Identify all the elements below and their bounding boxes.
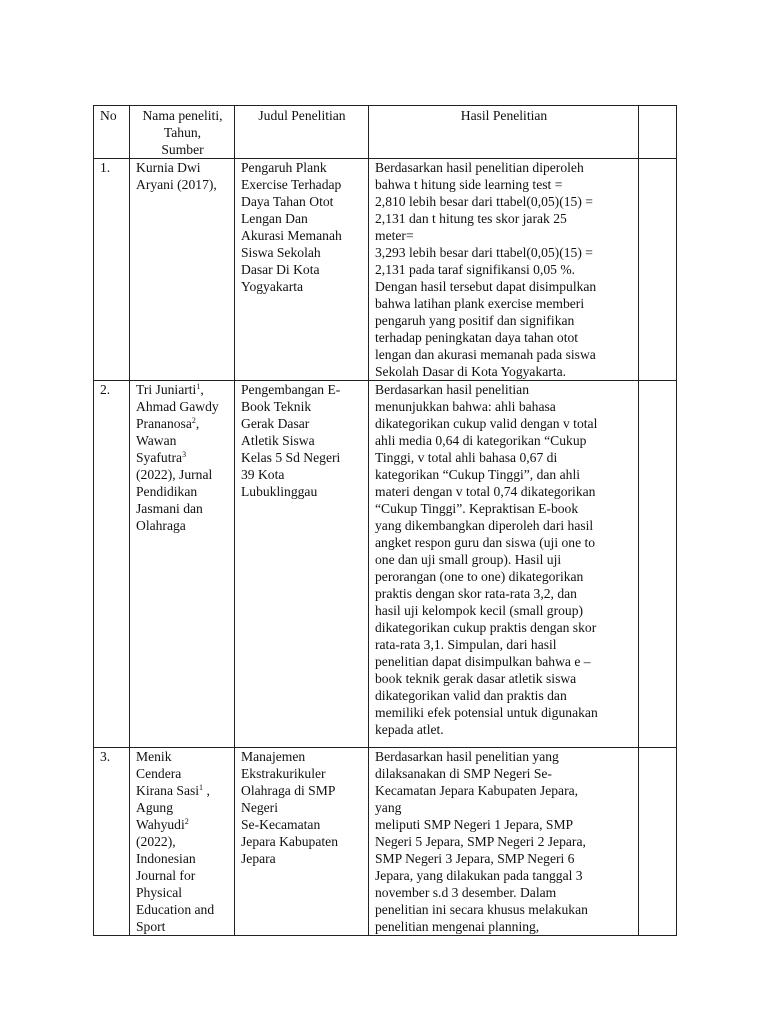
row-number: 1. <box>94 159 130 381</box>
author-name: , Wawan Syafutra <box>136 416 200 465</box>
row-number: 3. <box>94 748 130 936</box>
author-name: , Ahmad Gawdy Prananosa <box>136 382 219 431</box>
header-no: No <box>94 106 130 159</box>
author-superscript: 1 <box>199 783 204 792</box>
author-superscript: 1 <box>196 382 201 391</box>
table-header-row <box>94 106 677 159</box>
row-number: 2. <box>94 381 130 748</box>
researcher-cell <box>130 381 235 748</box>
author-superscript: 3 <box>182 450 187 459</box>
extra-cell <box>639 381 677 748</box>
research-title-cell: Pengaruh Plank Exercise Terhadap Daya Tahan Otot Lengan Dan Akurasi Memanah Siswa Sekolah Dasar Di Kota Yogyakarta <box>235 159 369 381</box>
author-name: Tri Juniarti <box>136 382 197 397</box>
table-row <box>94 381 677 748</box>
table-row <box>94 748 677 936</box>
source-text: (2022), Indonesian Journal for Physical Education and Sport <box>136 834 215 934</box>
author-name: Menik Cendera Kirana Sasi <box>136 749 200 798</box>
research-title-cell: Manajemen Ekstrakurikuler Olahraga di SMP Negeri Se-Kecamatan Jepara Kabupaten Jepara <box>235 748 369 936</box>
author-name: , Agung Wahyudi <box>136 783 210 832</box>
literature-review-table <box>93 105 677 936</box>
author-superscript: 2 <box>184 817 189 826</box>
header-researcher: Nama peneliti, Tahun, Sumber <box>130 106 235 159</box>
extra-cell <box>639 748 677 936</box>
research-result-cell: Berdasarkan hasil penelitian diperoleh bahwa t hitung side learning test = 2,810 lebih besar dari ttabel(0,05)(15) = 2,131 dan t hitung tes skor jarak 25 meter= 3,293 lebih besar dari ttabel(0,05)(15) = 2,131 pada taraf signifikansi 0,05 %. Dengan hasil tersebut dapat disimpulkan bahwa latihan plank exercise memberi pengaruh yang positif dan signifikan terhadap peningkatan daya tahan otot lengan dan akurasi memanah pada siswa Sekolah Dasar di Kota Yogyakarta. <box>369 159 639 381</box>
researcher-cell: Kurnia Dwi Aryani (2017), <box>130 159 235 381</box>
research-title-cell: Pengembangan E- Book Teknik Gerak Dasar Atletik Siswa Kelas 5 Sd Negeri 39 Kota Lubuklinggau <box>235 381 369 748</box>
research-result-cell: Berdasarkan hasil penelitian menunjukkan bahwa: ahli bahasa dikategorikan cukup valid dengan v total ahli media 0,64 di kategorikan “Cukup Tinggi, v total ahli bahasa 0,67 di kategorikan “Cukup Tinggi”, dan ahli materi dengan v total 0,74 dikategorikan “Cukup Tinggi”. Kepraktisan E-book yang dikembangkan diperoleh dari hasil angket respon guru dan siswa (uji one to one dan uji small group). Hasil uji perorangan (one to one) dikategorikan praktis dengan skor rata-rata 3,2, dan hasil uji kelompok kecil (small group) dikategorikan cukup praktis dengan skor rata-rata 3,1. Simpulan, dari hasil penelitian dapat disimpulkan bahwa e – book teknik gerak dasar atletik siswa dikategorikan valid dan praktis dan memiliki efek potensial untuk digunakan kepada atlet. <box>369 381 639 748</box>
header-extra <box>639 106 677 159</box>
header-result: Hasil Penelitian <box>369 106 639 159</box>
extra-cell <box>639 159 677 381</box>
source-text: (2022), Jurnal Pendidikan Jasmani dan Olahraga <box>136 467 213 533</box>
header-title: Judul Penelitian <box>235 106 369 159</box>
research-result-cell: Berdasarkan hasil penelitian yang dilaksanakan di SMP Negeri Se- Kecamatan Jepara Kabupaten Jepara, yang meliputi SMP Negeri 1 Jepara, SMP Negeri 5 Jepara, SMP Negeri 2 Jepara, SMP Negeri 3 Jepara, SMP Negeri 6 Jepara, yang dilakukan pada tanggal 3 november s.d 3 desember. Dalam penelitian ini secara khusus melakukan penelitian mengenai planning, <box>369 748 639 936</box>
author-superscript: 2 <box>191 416 196 425</box>
researcher-cell <box>130 748 235 936</box>
table-row <box>94 159 677 381</box>
